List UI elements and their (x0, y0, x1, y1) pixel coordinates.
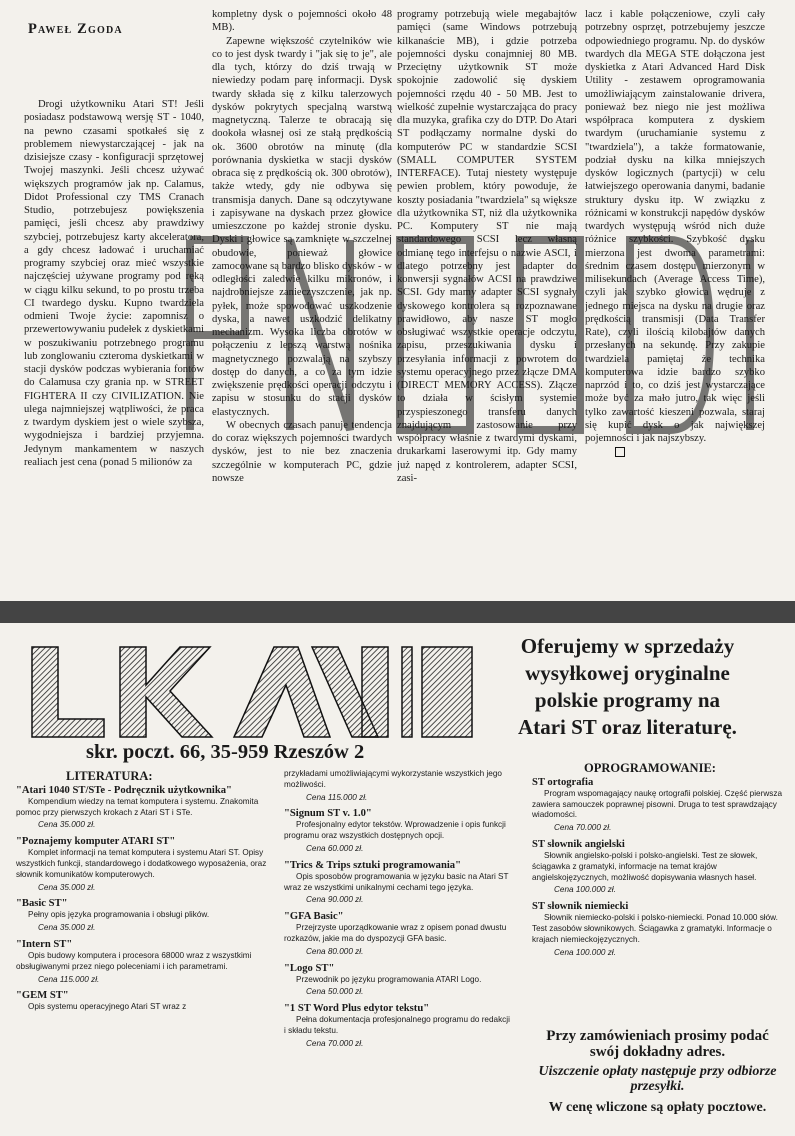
item-title: "Intern ST" (16, 938, 73, 950)
paragraph: W obecnych czasach panuje tendencja do coraz większych pojemności twardych dysków, jest to nie bez znaczenia szczególnie w komputerach PC, gdzie nowsze (212, 419, 392, 484)
item-price: Cena 60.000 zł. (306, 843, 364, 853)
offer-line: polskie programy na (534, 688, 721, 712)
item-description: Pełny opis języka programowania i obsługi plików. (28, 910, 210, 920)
item-description: Opis budowy komputera i procesora 68000 wraz z wszystkimi obsługiwanymi przez niego poleceniami i ich parametrami. (16, 950, 252, 971)
item-price: Cena 80.000 zł. (306, 946, 364, 956)
item-title: "Logo ST" (284, 962, 335, 974)
item-title: ST słownik angielski (532, 838, 625, 850)
order-instruction: Przy zamówieniach prosimy podać swój dokładny adres. (546, 1028, 769, 1060)
item-price: Cena 50.000 zł. (306, 987, 364, 997)
list-item (16, 990, 274, 1013)
article-column-3 (397, 8, 577, 596)
item-title: ST słownik niemiecki (532, 901, 629, 913)
item-description: Kompendium wiedzy na temat komputera i systemu. Znakomita pomoc przy pierwszych krokach z Atari ST i STe. (16, 796, 259, 817)
item-price: Cena 100.000 zł. (554, 947, 616, 957)
list-item (16, 836, 274, 893)
item-price: Cena 35.000 zł. (38, 820, 96, 830)
list-item (284, 860, 510, 906)
paragraph: Drogi użytkowniku Atari ST! Jeśli posiadasz podstawową wersję ST - 1040, na pewno czasami spotkałeś się z problemem niewystarczającej - jak na dzisiejsze czasy - konfiguracji sprzętowej Twojej maszynki. Jeśli chcesz używać większych programów jak np. Calamus, Didot Professional czy TMS Cranach Studio, potrzebujesz powiększenia pamięci, jeśli chcesz aby prawdziwy szybciej, potrzebujesz karty akceleratora, a gdy chcesz ładować i uruchamiać programy szybciej oraz mieć wszystkie najczęściej używane programy pod ręką w ciągu kilku sekund, to po prostu trzeba CI twardego dysku. Kupno twardziela odmieni Twoje życie: zapomnisz o przewertowywaniu pudełek z dyskietkami w poszukiwaniu potrzebnego programu lub zonglowaniu czteroma dyskietkami w stacji dysków podczas wybierania fontów do Calamusa czy grania np. w STREET FIGHTERA II czy CIVILIZATION. Nie ulega najmniejszej wątpliwości, że praca z twardym dyskiem jest o wiele szybsza, wygodniejsza i bardziej przyjemna. Jedynym mankamentem w naszych realiach jest cena (ponad 5 milionów za (24, 99, 204, 468)
item-description: Program wspomagający naukę ortografii polskiej. Część pierwsza zawiera samouczek poprawnej pisowni. Druga to test sprawdzający wiadomości. (532, 788, 782, 820)
literature-heading: LITERATURA: (66, 769, 153, 783)
item-title: "Signum ST v. 1.0" (284, 808, 372, 820)
paragraph: Zapewne większość czytelników wie co to jest dysk twardy i "jak się to je", ale dla tych, którzy do dziś trwają w niewiedzy podam parę informacji. Dysk twardy składa się z kilku talerzowych dysków pokrytych specjalną warstwą magnetyczną. Talerze te obracają się dookoła własnej osi ze stałą prędkością ok. 3600 obrotów na minutę (dla porównania dyskietka w stacji dysków obraca się z prędkością ok. 300 obrotów), także wtedy, gdy nie odbywa się transmisja danych. Dane są odczytywane i zapisywane na dyskach przez głowice umieszczone po każdej stronie dysku. Dyski i głowice są zamknięte w szczelnej obudowie, ponieważ głowice zamocowane są bardzo blisko dysków - w odległości zaledwie kilku mikronów, i najdrobniejsze zanieczyszczenie, jak np. pyłek, może spowodować uszkodzenie dyska, a nawet uszkodzić delikatny mechanizm. Wysoka liczba obrotów w połączeniu z lepszą warstwą nośnika magnetycznego pozwalają na szybszy dostęp do danych, a co za tym idzie zwiększenie prędkości operacji odczytu i zapisu w stosunku do stacji dysków elastycznych. (212, 35, 392, 418)
item-description: Pełna dokumentacja profesjonalnego programu do redakcji i składu tekstu. (284, 1015, 510, 1035)
item-description: Komplet informacji na temat komputera i systemu Atari ST. Opisy wszystkich funkcji, standardowego i dodatkowego wyposażenia, oraz słownik komunikatów komputerowych. (16, 848, 267, 879)
item-price: Cena 70.000 zł. (554, 823, 612, 833)
item-description: przykładami umożliwiającymi wykorzystanie wszystkich jego możliwości. (284, 769, 502, 789)
article-column-4 (585, 8, 765, 596)
payment-note: Uiszczenie opłaty następuje przy odbiorze przesyłki. (538, 1064, 777, 1094)
postage-note: W cenę wliczone są opłaty pocztowe. (548, 1100, 767, 1115)
item-title: "Trics & Trips sztuki programowania" (284, 859, 461, 871)
item-title: ST ortografia (532, 776, 594, 788)
paragraph: programy potrzebują wiele megabajtów pamięci (same Windows potrzebują kilkanaście MB), i gdzie potrzeba pojemności dysku conajmniej 80 MB. Przeciętny użytkownik ST może spokojnie zadowolić się dyskiem pojemności rzędu 40 - 50 MB. Jest to wielkość zupełnie wystarczająca do pracy dla muzyka, grafika czy do DTP. Do Atari ST podłączamy normalne dyski do komputerów PC w standardzie SCSI (SMALL COMPUTER SYSTEM INTERFACE). Tutaj niestety występuje pewien problem, który powoduje, że koszty posiadania "twardziela" są większe dla użytkownika ST, niż dla użytkownika PC. Komputery ST nie mają standardowego SCSI lecz własną odmianę tego interfejsu o nazwie ASCI, i dlatego potrzebny jest adapter do konwersji sygnałów ACSI na prawdziwe SCSI. Gdy mamy adapter SCSI sygnały dyskowego kontrolera są rozpoznawane prawidłowo, aby nasze ST mogło obsługiwać wszystkie operacje odczytu, zapisu, przeszukiwania dysku i przesyłania informacji z powrotem do systemu operacyjnego przez złącze DMA (DIRECT MEMORY ACCESS). Złącze to działa w ścisłym systemie przyspieszonego transferu danych znajdującym zastosowanie przy współpracy właśnie z twardymi dyskami, drukarkami laserowymi itp. Gdy mamy już napęd z kontrolerem, adapter SCSI, zasi- (397, 9, 577, 484)
list-item (16, 785, 274, 831)
article-column-2 (212, 8, 392, 596)
item-description: Przewodnik po języku programowania ATARI Logo. (296, 974, 482, 984)
item-price: Cena 115.000 zł. (38, 974, 100, 984)
list-item (284, 769, 510, 803)
list-item (532, 777, 782, 834)
section-divider (0, 601, 795, 623)
list-item (532, 901, 782, 958)
list-item (16, 939, 274, 985)
list-item (284, 963, 510, 999)
literature-list (16, 771, 274, 1018)
order-info (530, 1028, 785, 1115)
mailing-address: skr. poczt. 66, 35-959 Rzeszów 2 (86, 741, 365, 763)
article-column-1 (24, 8, 204, 596)
item-title: "Atari 1040 ST/STe - Podręcznik użytkownika" (16, 784, 232, 796)
offer-line: Atari ST oraz literaturę. (518, 715, 737, 739)
item-price: Cena 35.000 zł. (38, 882, 96, 892)
item-title: "GEM ST" (16, 990, 69, 1002)
offer-line: wysyłkowej oryginalne (525, 661, 730, 685)
item-price: Cena 90.000 zł. (306, 895, 364, 905)
paragraph: lacz i kable połączeniowe, czyli cały potrzebny osprzęt, potrzebujemy jeszcze odpowiedniego programu. Np. do dysków twardych dla MEGA STE dołączona jest dyskietka z Atari Advanced Hard Disk Utility - zestawem oprogramowania umożliwiającym zainstalowanie drivera, ponieważ bez niego nie jest możliwa współpraca komputera z dyskiem twardym (uruchamianie systemu z "twardziela"), a także formatowanie, podział dysku na kilka mniejszych dysków logicznych (partycji) w celu łatwiejszego operowania danymi, badanie struktury dysku itp. W związku z różnicami w konstrukcji napędów dysków twardych występują wśród nich duże różnice szybkości. Szybkość dysku mierzona jest dwoma parametrami: średnim czasem dostępu mierzonym w milisekundach (Average Access Time), czyli jak szybko głowica wędruje z jednego miejsca na dysku na drugie oraz prędkością transmisji (Data Transfer Rate), czyli ilością kilobajtów danych przesłanych na sekundę. Przy zakupie twardziela pamiętaj że technika komputerowa idzie bardzo szybko naprzód i to, co dziś jest wystarczające może być za mało jutro, tak więc jeśli tylko zawartość kieszeni pozwala, staraj się kupić dysk o jak największej pojemności i jak najszybszy. (585, 9, 765, 444)
paragraph: kompletny dysk o pojemności około 48 MB). (212, 9, 392, 34)
item-description: Opis systemu operacyjnego Atari ST wraz z (28, 1002, 187, 1012)
advertisement (0, 623, 795, 1136)
item-title: "1 ST Word Plus edytor tekstu" (284, 1003, 430, 1015)
item-description: Opis sposobów programowania w języku basic na Atari ST wraz ze wszystkimi unikalnymi cechami tego języka. (284, 871, 509, 892)
software-heading: OPROGRAMOWANIE: (584, 761, 716, 775)
item-description: Słownik angielsko-polski i polsko-angielski. Test ze słowek, ściągawka z gramatyki, informacje na temat krajów angielskojęzycznych, możliwość dopisywania własnych haseł. (532, 850, 758, 882)
offer-headline (470, 633, 785, 741)
item-description: Słownik niemiecko-polski i polsko-niemiecki. Ponad 10.000 słów. Test zasobów słownikowych. Ściągawka z gramatyki. Informacje o krajach niemieckojęzycznych. (532, 913, 778, 944)
item-title: "Poznajemy komputer ATARI ST" (16, 836, 176, 848)
software-list (532, 763, 782, 963)
item-price: Cena 115.000 zł. (306, 792, 368, 802)
list-item (532, 839, 782, 896)
list-item (16, 898, 274, 934)
end-of-article-mark (615, 447, 625, 457)
item-description: Przejrzyste uporządkowanie wraz z opisem ponad dwustu rozkazów, jakie ma do dyspozycji GFA basic. (284, 923, 507, 943)
item-price: Cena 100.000 zł. (554, 885, 616, 895)
list-item (284, 1003, 510, 1049)
item-price: Cena 70.000 zł. (306, 1038, 364, 1048)
list-item (284, 808, 510, 854)
item-price: Cena 35.000 zł. (38, 923, 96, 933)
author-byline: Paweł Zgoda (28, 21, 123, 37)
item-description: Profesjonalny edytor tekstów. Wprowadzenie i opis funkcji programu oraz wszystkich dostępnych opcji. (284, 820, 506, 841)
company-logo (12, 635, 482, 745)
offer-line: Oferujemy w sprzedaży (520, 634, 735, 658)
item-title: "Basic ST" (16, 898, 68, 910)
item-title: "GFA Basic" (284, 911, 344, 923)
list-item (284, 911, 510, 957)
literature-list-continued (284, 769, 510, 1055)
